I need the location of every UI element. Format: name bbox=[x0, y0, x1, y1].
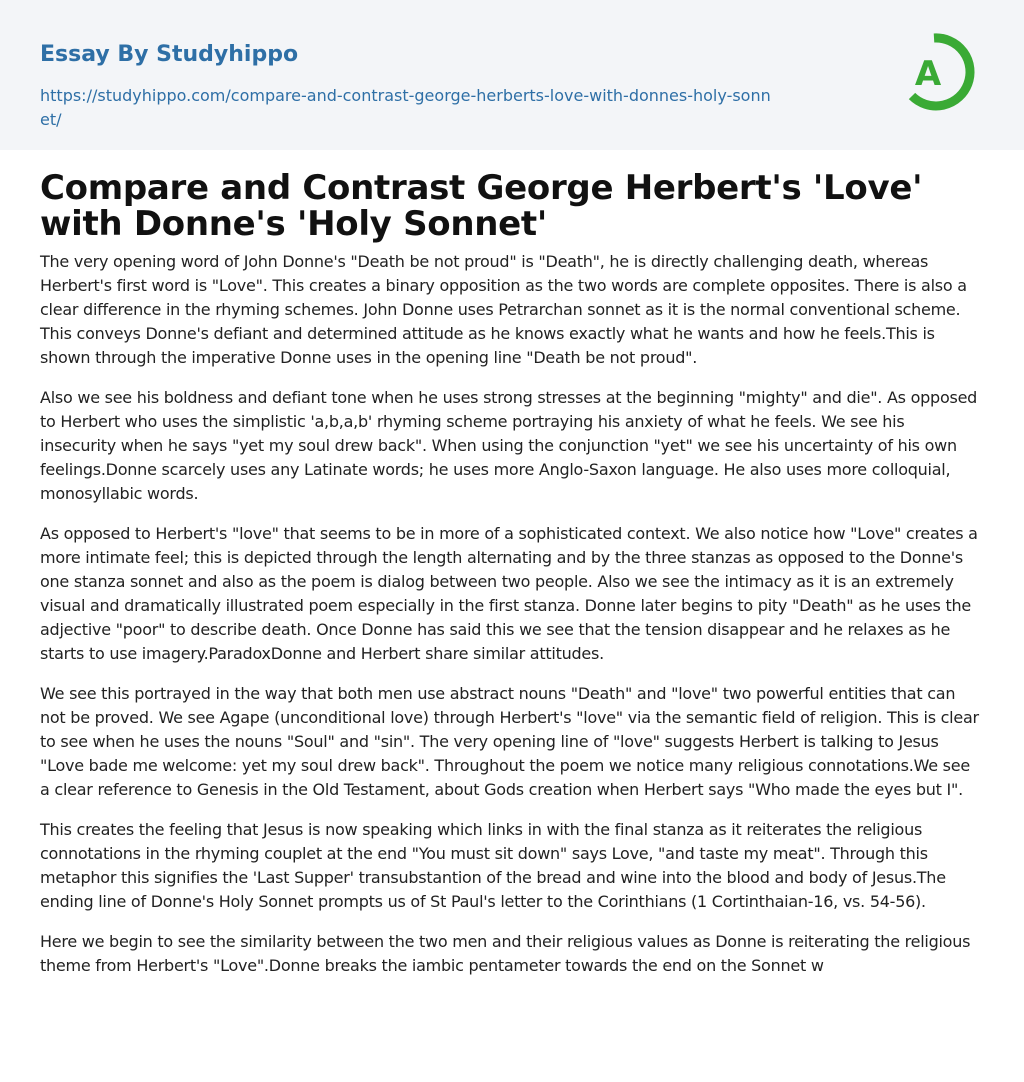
essay-paragraph: We see this portrayed in the way that both men use abstract nouns "Death" and "love" two powerful entities that can not be proved. We see Agape (unconditional love) through Herbert's "love" via the semantic field of religion. This is clear to see when he uses the nouns "Soul" and "sin". The very opening line of "love" suggests Herbert is talking to Jesus "Love bade me welcome: yet my soul drew back". Throughout the poem we notice many religious connotations.We see a clear reference to Genesis in the Old Testament, about Gods creation when Herbert says "Who made the eyes but I". bbox=[40, 684, 979, 799]
logo-letter: A bbox=[914, 54, 942, 94]
studyhippo-logo-icon[interactable] bbox=[900, 30, 984, 114]
essay-paragraph: The very opening word of John Donne's "Death be not proud" is "Death", he is directly challenging death, whereas Herbert's first word is "Love". This creates a binary opposition as the two words are complete opposites. There is also a clear difference in the rhyming schemes. John Donne uses Petrarchan sonnet as it is the normal conventional scheme. This conveys Donne's defiant and determined attitude as he knows exactly what he wants and how he feels.This is shown through the imperative Donne uses in the opening line "Death be not proud". bbox=[40, 252, 967, 367]
essay-paragraph: This creates the feeling that Jesus is now speaking which links in with the final stanza as it reiterates the religious connotations in the rhyming couplet at the end "You must sit down" says Love, "and taste my meat". Through this metaphor this signifies the 'Last Supper' transubstantion of the bread and wine into the blood and body of Jesus.The ending line of Donne's Holy Sonnet prompts us of St Paul's letter to the Corinthians (1 Cortinthaian-16, vs. 54-56). bbox=[40, 820, 946, 911]
essay-title: Compare and Contrast George Herbert's 'Love' with Donne's 'Holy Sonnet' bbox=[40, 168, 923, 244]
site-brand[interactable]: Essay By Studyhippo bbox=[40, 42, 299, 67]
essay-content bbox=[0, 150, 1024, 978]
essay-paragraph: Here we begin to see the similarity between the two men and their religious values as Donne is reiterating the religious theme from Herbert's "Love".Donne breaks the iambic pentameter towards the end on the Sonnet w bbox=[40, 932, 971, 975]
essay-paragraph: Also we see his boldness and defiant tone when he uses strong stresses at the beginning "mighty" and die". As opposed to Herbert who uses the simplistic 'a,b,a,b' rhyming scheme portraying his anxiety of what he feels. We see his insecurity when he says "yet my soul drew back". When using the conjunction "yet" we see his uncertainty of his own feelings.Donne scarcely uses any Latinate words; he uses more Anglo-Saxon language. He also uses more colloquial, monosyllabic words. bbox=[40, 388, 978, 503]
essay-url-link[interactable]: https://studyhippo.com/compare-and-contrast-george-herberts-love-with-donnes-holy-sonnet/ bbox=[40, 86, 771, 129]
essay-paragraph: As opposed to Herbert's "love" that seems to be in more of a sophisticated context. We also notice how "Love" creates a more intimate feel; this is depicted through the length alternating and by the three stanzas as opposed to the Donne's one stanza sonnet and also as the poem is dialog between two people. Also we see the intimacy as it is an extremely visual and dramatically illustrated poem especially in the first stanza. Donne later begins to pity "Death" as he uses the adjective "poor" to describe death. Once Donne has said this we see that the tension disappear and he relaxes as he starts to use imagery.ParadoxDonne and Herbert share similar attitudes. bbox=[40, 524, 978, 663]
site-header bbox=[0, 0, 1024, 150]
